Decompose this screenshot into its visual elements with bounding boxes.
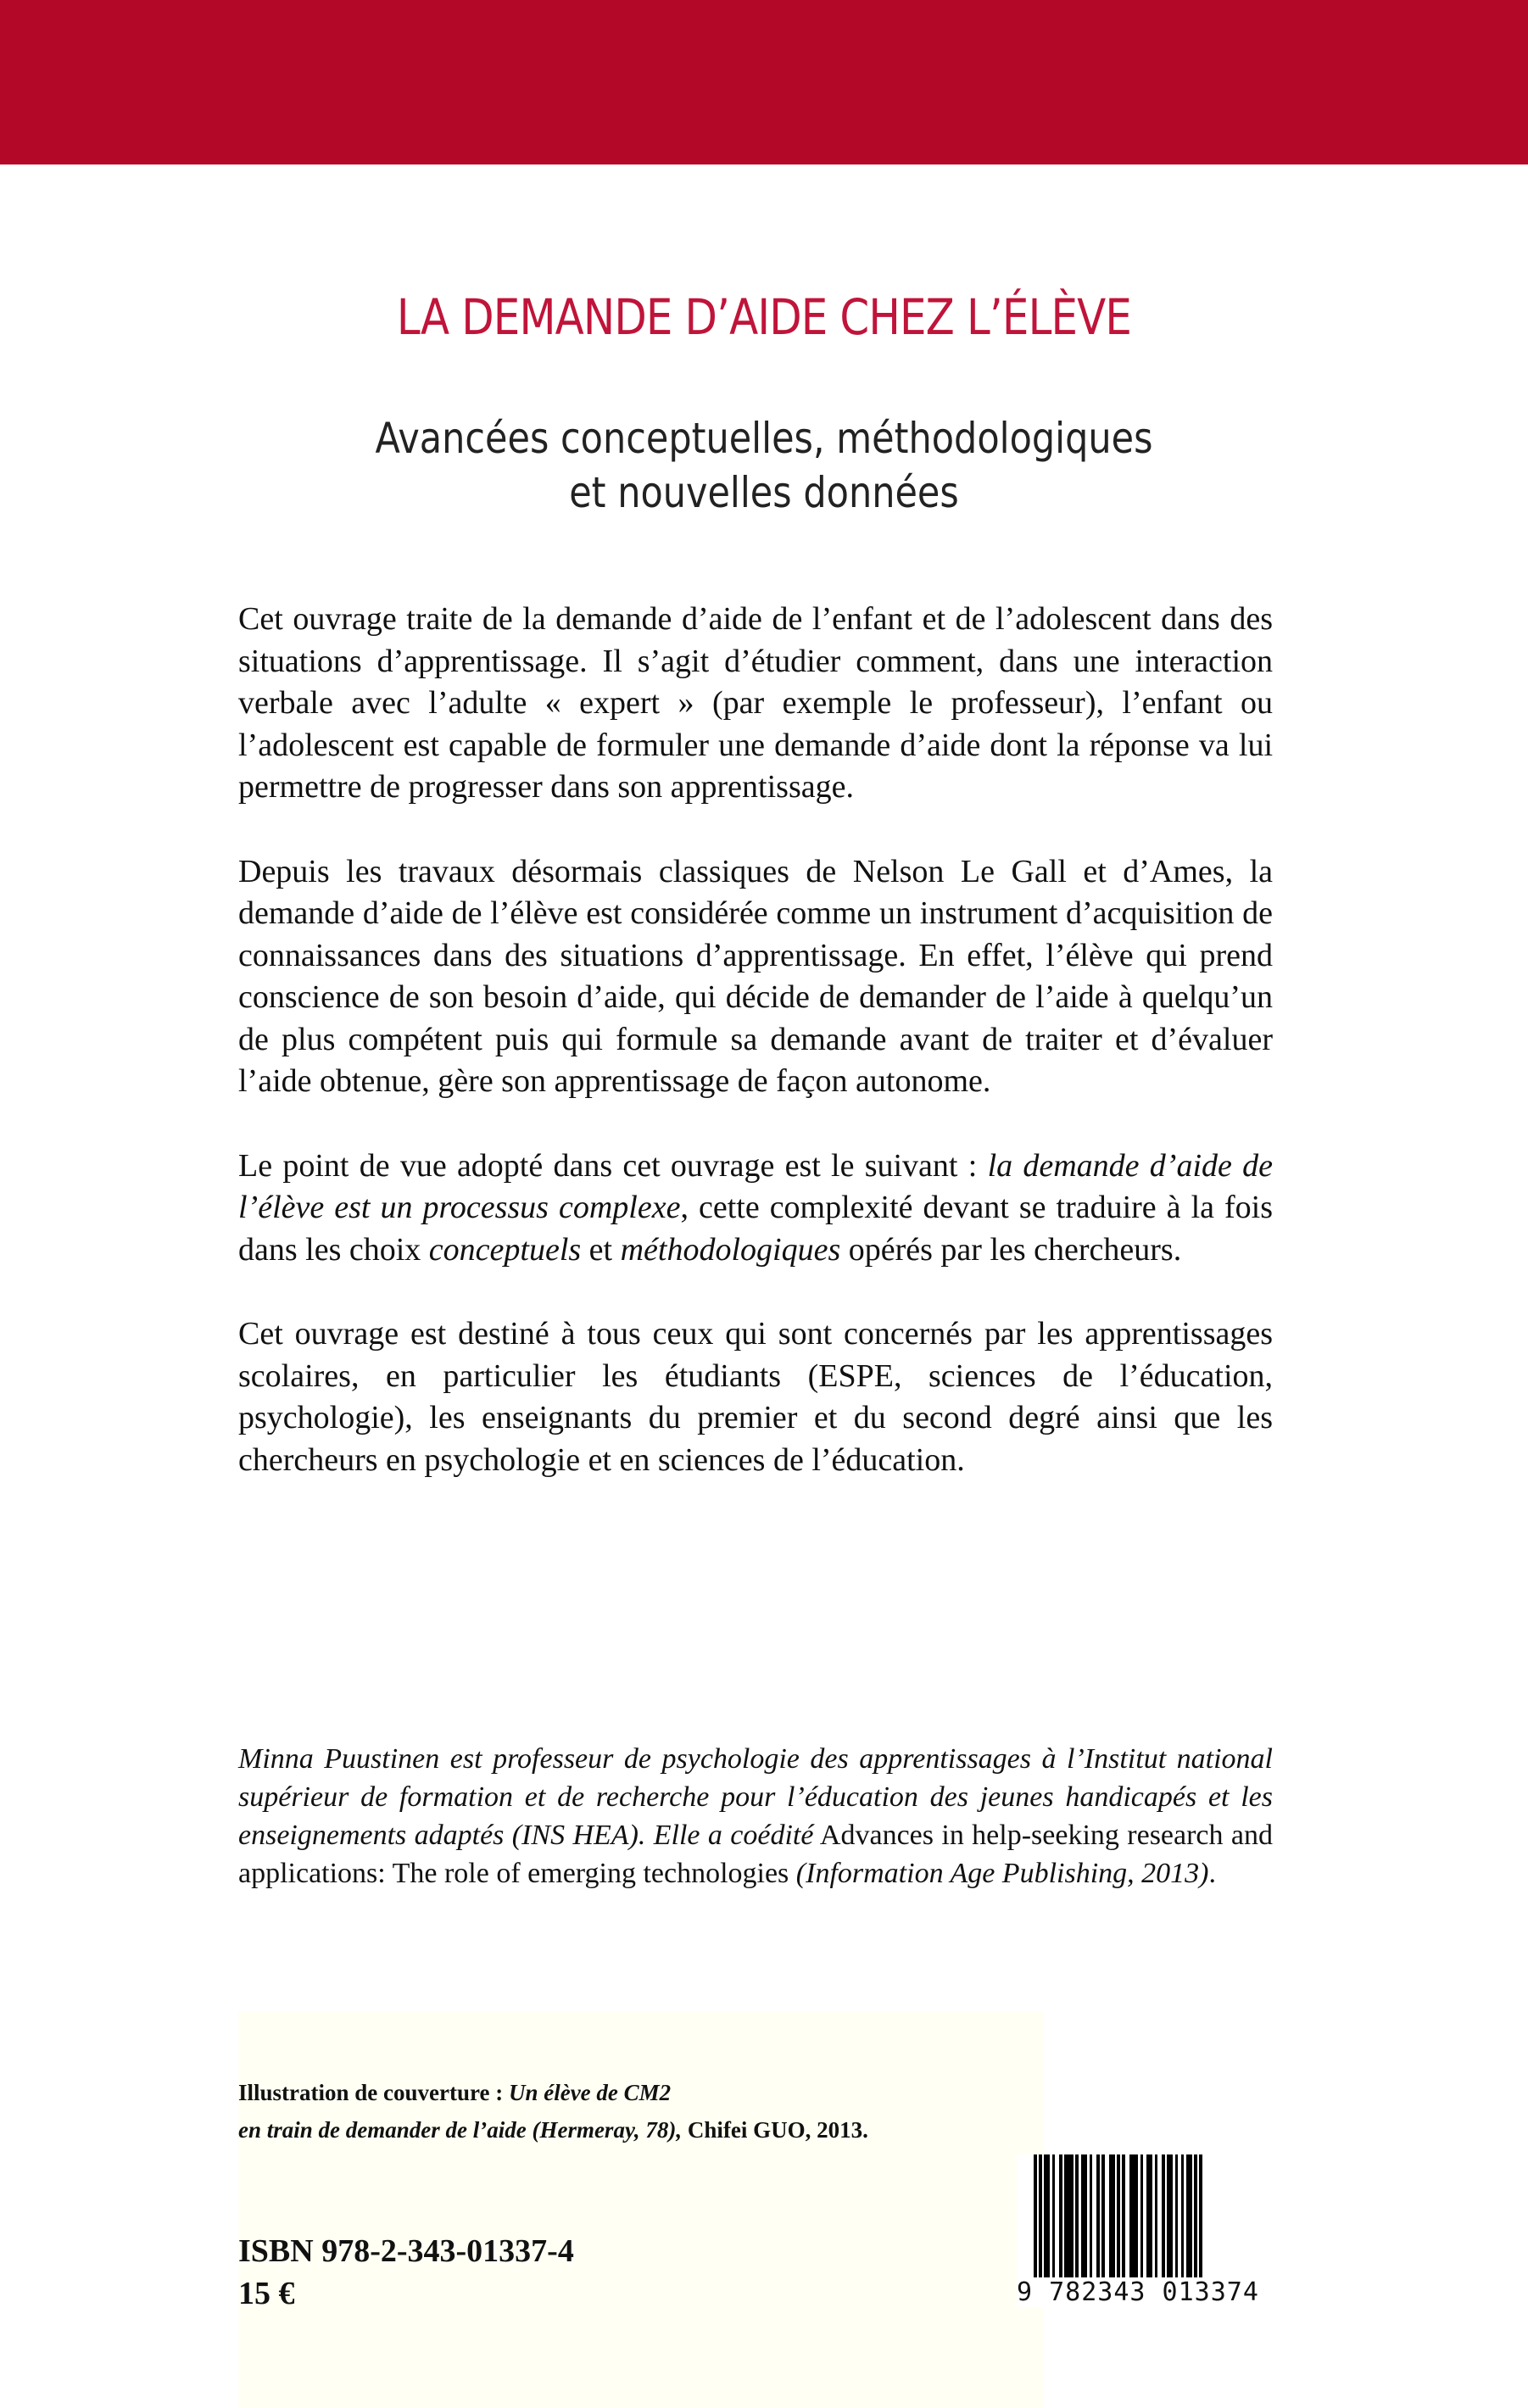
paragraph-2: Depuis les travaux désormais classiques de Nelson Le Gall et d’Ames, la demande d’aide de l’élève est considérée comme un instrument d’acquisition de connaissances dans des situations d’apprentissage. En effet, l’élève qui prend conscience de son besoin d’aide, qui décide de demander de l’aide à quelqu’un de plus compétent puis qui formule sa demande avant de traiter et d’évaluer l’aide obtenue, gère son apprentissage de façon autonome. <box>238 853 1273 1099</box>
bio-text: Minna Puustinen est professeur de psychologie des apprentissages à l’Institut national supérieur de formation et de recherche pour l’éducation des jeunes handicapés et les enseignements adaptés (INS HEA). Elle a coédité <box>238 1743 1273 1851</box>
p3-text: , cette complexité devant se traduire à la fois dans les choix <box>238 1190 1274 1268</box>
footer-panel <box>238 2011 1044 2408</box>
illustration-title: Un élève de CM2 <box>508 2080 672 2105</box>
top-color-band <box>0 0 1528 164</box>
barcode-number: 9 782343 013374 <box>1017 2277 1276 2307</box>
barcode-space <box>1202 2154 1207 2282</box>
p3-text: et <box>581 1231 621 1268</box>
bio-publisher: (Information Age Publishing, 2013) <box>795 1858 1209 1889</box>
subtitle-line-2: et nouvelles données <box>569 468 959 517</box>
barcode-bar <box>1146 2154 1152 2282</box>
price: 15 € <box>238 2276 295 2311</box>
barcode-bar <box>1044 2154 1050 2282</box>
barcode-bar <box>1186 2154 1192 2282</box>
barcode-bar <box>1081 2154 1087 2282</box>
isbn-block <box>238 2230 574 2315</box>
cover-illustration-credit <box>238 2074 868 2149</box>
p3-emphasis: méthodologiques <box>620 1231 841 1268</box>
barcode-bar <box>1064 2154 1074 2282</box>
subtitle-line-1: Avancées conceptuelles, méthodologiques <box>375 414 1153 463</box>
author-bio <box>238 1740 1273 1892</box>
barcode <box>1017 2154 1276 2307</box>
book-subtitle <box>107 411 1421 520</box>
bio-book-title: Advances in help-seeking research and applications: The role of emerging technologies <box>238 1820 1273 1889</box>
illustration-label: Illustration de couverture : <box>238 2080 509 2105</box>
p3-emphasis: la demande d’aide de l’élève est un processus complexe <box>238 1147 1273 1225</box>
illustration-title: en train de demander de l’aide (Hermeray, 78), <box>238 2117 683 2143</box>
barcode-bar <box>1167 2154 1173 2282</box>
paragraph-1: Cet ouvrage traite de la demande d’aide de l’enfant et de l’adolescent dans des situations d’apprentissage. Il s’agit d’étudier comment, dans une interaction verbale avec l’adulte « expert » (par exemple le professeur), l’enfant ou l’adolescent est capable de formuler une demande d’aide dont la réponse va lui permettre de progresser dans son apprentissage. <box>238 601 1273 805</box>
blurb <box>238 599 1273 1524</box>
barcode-bar <box>1109 2154 1115 2282</box>
barcode-bars <box>1034 2154 1276 2282</box>
bio-period: . <box>1208 1858 1216 1889</box>
paragraph-3 <box>238 1145 1273 1272</box>
p3-text: opérés par les chercheurs. <box>840 1231 1182 1268</box>
p3-text: Le point de vue adopté dans cet ouvrage est le suivant : <box>238 1147 988 1184</box>
illustration-artist: Chifei GUO, 2013. <box>682 2117 868 2143</box>
paragraph-4: Cet ouvrage est destiné à tous ceux qui sont concernés par les apprentissages scolaires, en particulier les étudiants (ESPE, sciences de l’éducation, psychologie), les enseignants du premier et du second degré ainsi que les chercheurs en psychologie et en sciences de l’éducation. <box>238 1316 1273 1478</box>
p3-emphasis: conceptuels <box>428 1231 582 1268</box>
book-title: LA DEMANDE D’AIDE CHEZ L’ÉLÈVE <box>396 288 1132 346</box>
barcode-bar <box>1129 2154 1139 2282</box>
isbn: ISBN 978-2-343-01337-4 <box>238 2233 574 2269</box>
